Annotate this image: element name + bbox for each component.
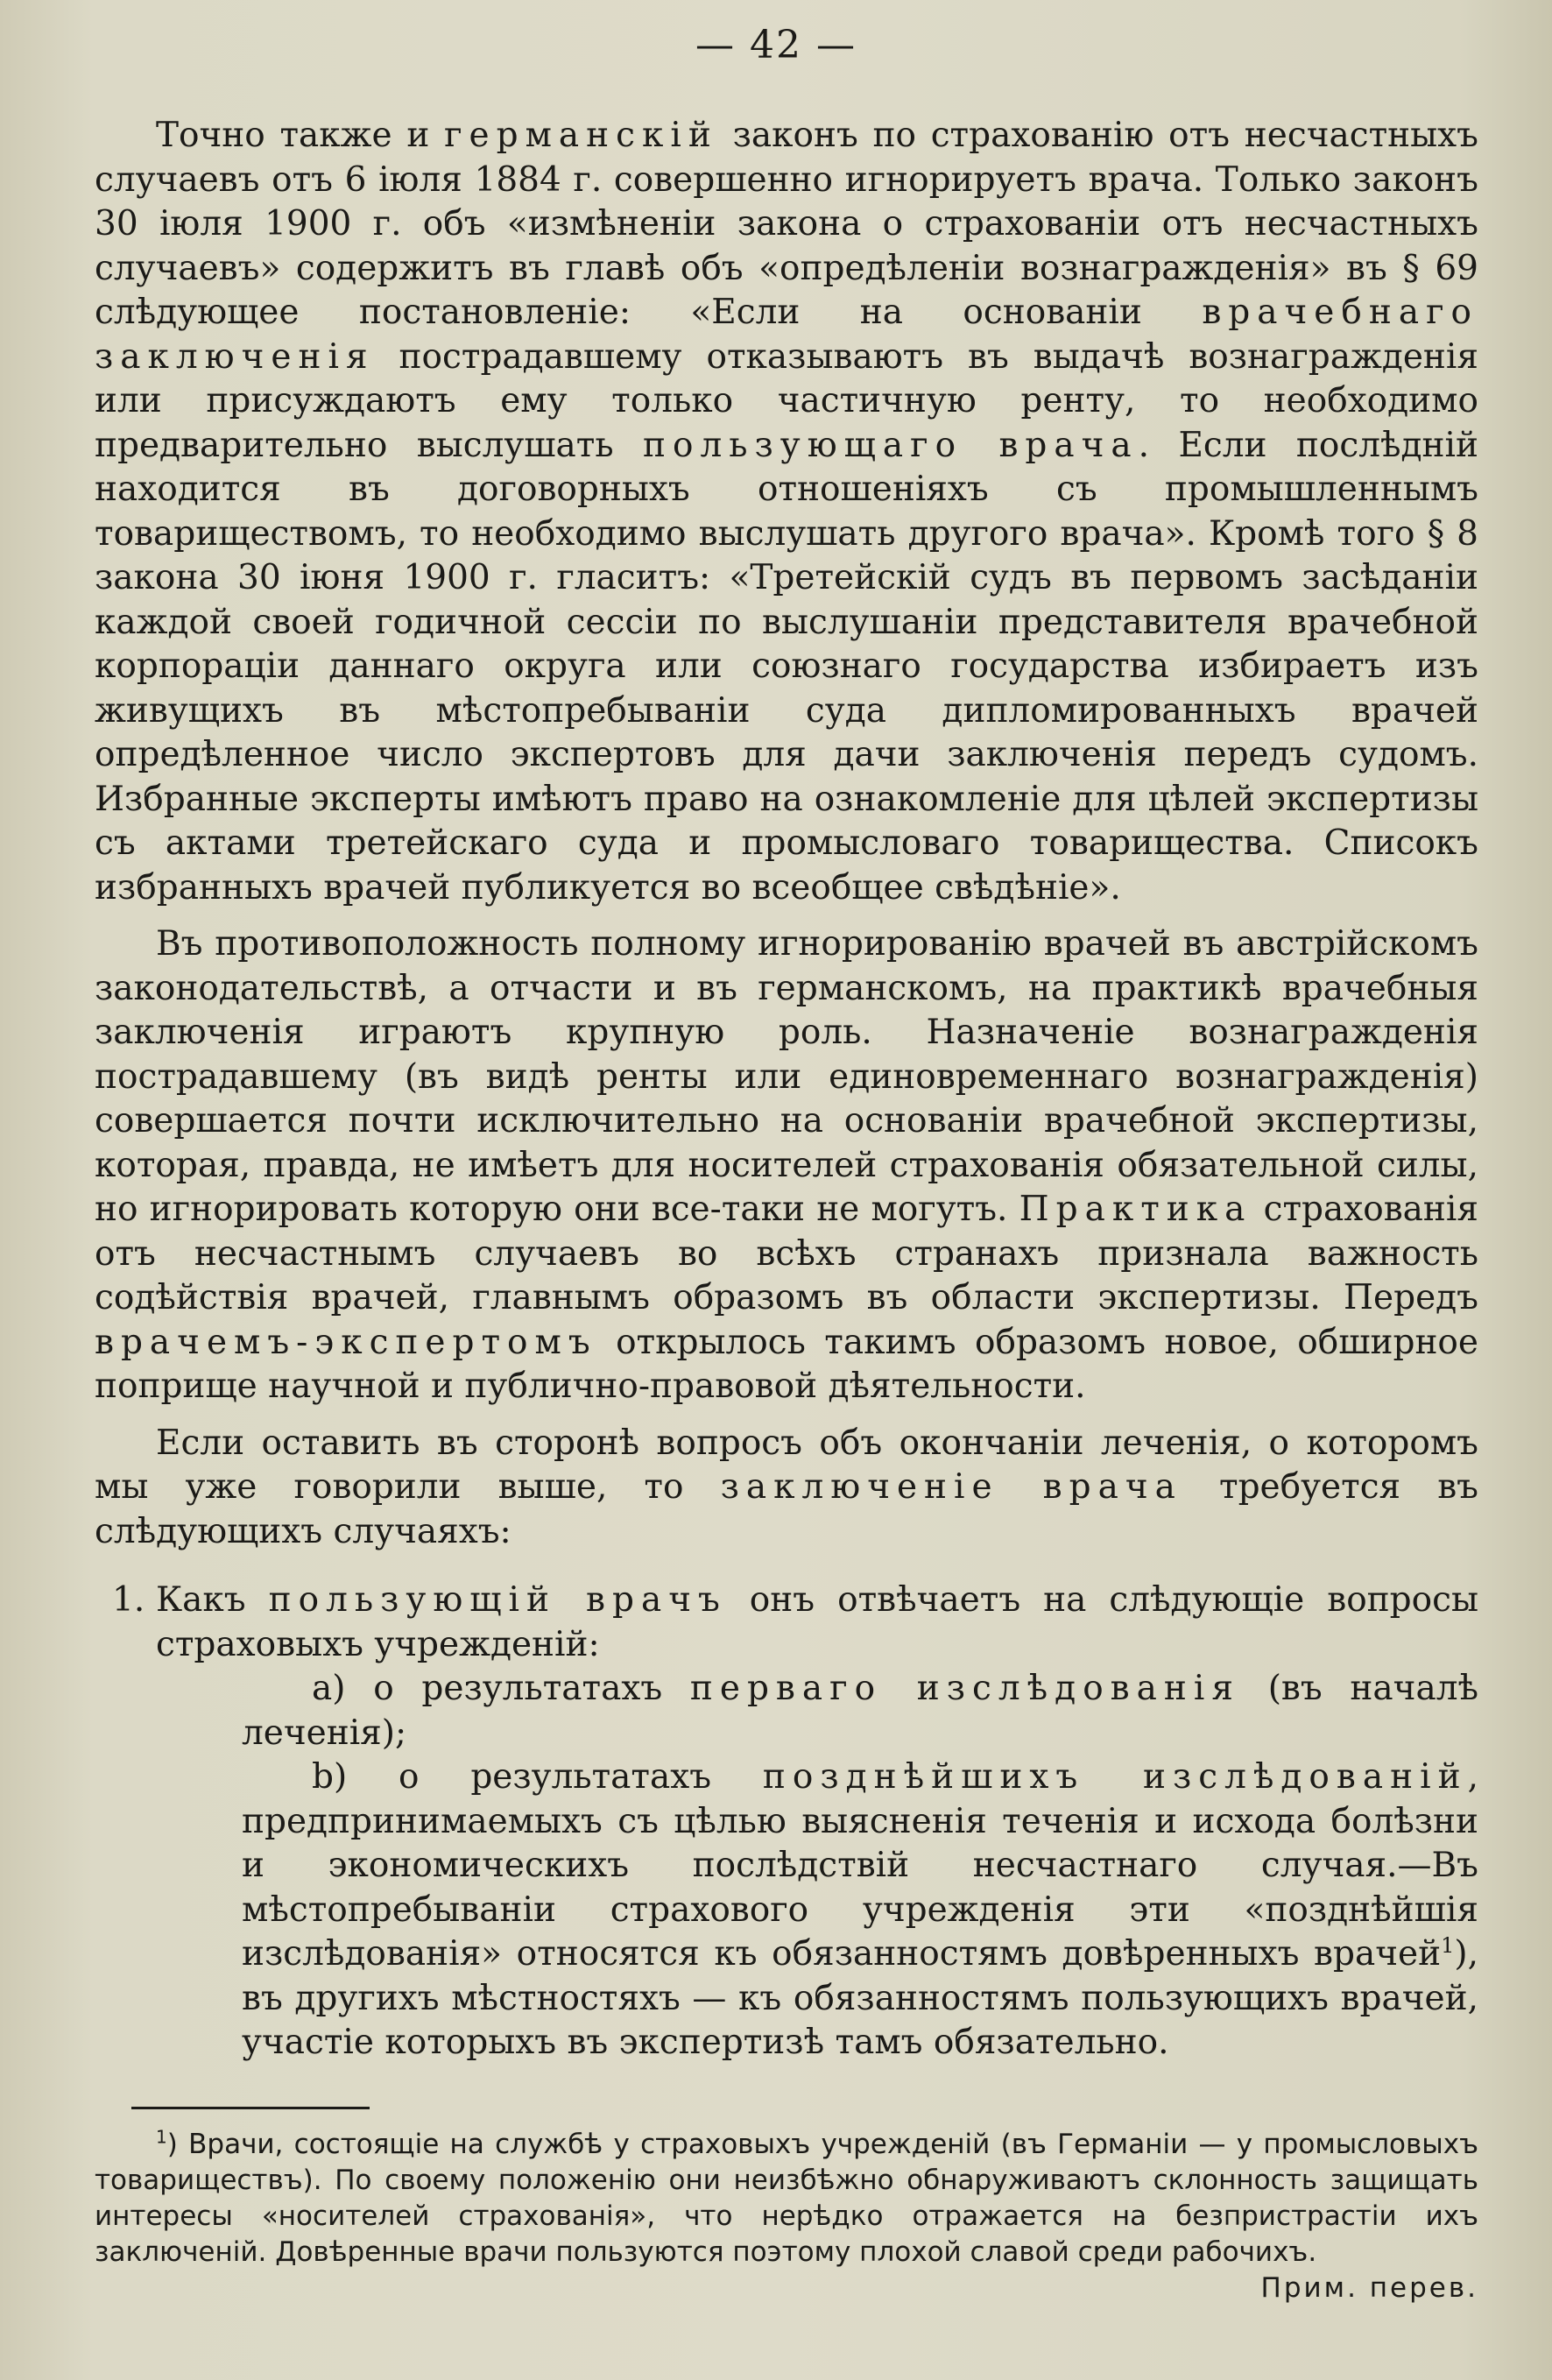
sub-item — [242, 1755, 1478, 2066]
emphasis-spaced: пользующаго врача — [643, 425, 1139, 465]
text-run: , предпринимаемыхъ съ цѣлью выясненія теченія и исхода болѣзни и экономическихъ послѣдствій несчастнаго случая.—Въ мѣстопребываніи страхового учрежденія эти «позднѣйшія изслѣдованія» относятся къ обязанностямъ довѣренныхъ врачей — [242, 1757, 1478, 1974]
sub-item — [242, 1667, 1478, 1755]
footnote-ref: 1 — [1441, 1933, 1455, 1958]
footnote — [95, 2126, 1478, 2304]
text-run: (въ началѣ леченія); — [242, 1669, 1478, 1753]
text-run: . Если послѣдній находится въ договорныхъ отношеніяхъ съ промышленнымъ товариществомъ, то необходимо выслушать другого врача». Кромѣ того § 8 закона 30 іюня 1900 г. гласитъ: «Третейскій судъ въ первомъ засѣданіи каждой своей годичной сессіи по выслушаніи представителя врачебной корпораціи даннаго округа или союзнаго государства избираетъ изъ живущихъ въ мѣстопребываніи суда дипломированныхъ врачей опредѣленное число экспертовъ для дачи заключенія передъ судомъ. Избранные эксперты имѣютъ право на ознакомленіе для цѣлей экспертизы съ актами третейскаго суда и промысловаго товарищества. Списокъ избранныхъ врачей публикуется во всеобщее свѣдѣніе». — [95, 425, 1478, 908]
emphasis-spaced: врачемъ-экспертомъ — [95, 1322, 597, 1362]
text-run: Точно также и — [156, 116, 445, 155]
paragraph — [95, 922, 1478, 1409]
emphasis-spaced: перваго изслѣдованія — [689, 1669, 1240, 1708]
text-run: страхованія отъ несчастнымъ случаевъ во всѣхъ странахъ признала важность содѣйствія врачей, главнымъ образомъ въ области экспертизы. Передъ — [95, 1190, 1478, 1317]
page-number: — 42 — — [695, 23, 857, 67]
text-run: онъ отвѣчаетъ на слѣдующіе вопросы страховыхъ учрежденій: — [156, 1580, 1479, 1664]
footnote-marker — [156, 2126, 178, 2160]
emphasis-spaced: позднѣйшихъ изслѣдованій — [762, 1757, 1468, 1797]
footnote-divider — [131, 2107, 370, 2109]
emphasis-spaced: заключеніе врача — [720, 1467, 1182, 1507]
numbered-list — [95, 1578, 1478, 2066]
emphasis-spaced: врачебнаго заключенія — [95, 293, 1478, 377]
footnote-marker-paren: ) — [166, 2129, 178, 2160]
emphasis-spaced: пользующій врачъ — [268, 1580, 727, 1620]
sub-list — [242, 1667, 1478, 2066]
main-text — [95, 114, 1478, 2066]
footnote-marker-number: 1 — [156, 2126, 167, 2148]
text-run: Въ противоположность полному игнорированію врачей въ австрійскомъ законодательствѣ, а отчасти и въ германскомъ, на практикѣ врачебныя заключенія играютъ крупную роль. Назначеніе вознагражденія пострадавшему (въ видѣ ренты или единовременнаго вознагражденія) совершается почти исключительно на основаніи врачебной экспертизы, которая, правда, не имѣетъ для носителей страхованія обязательной силы, но игнорировать которую они все-таки не могутъ. — [95, 924, 1478, 1229]
paragraph — [95, 1422, 1478, 1555]
text-run: а) о результатахъ — [312, 1669, 690, 1708]
emphasis-spaced: Практика — [1019, 1190, 1252, 1229]
list-item-text — [156, 1578, 1478, 1667]
text-run: открылось такимъ образомъ новое, обширное поприще научной и публично-правовой дѣятельности. — [95, 1322, 1478, 1406]
list-number: 1. — [112, 1580, 145, 1620]
translator-note-signature: Прим. перев. — [1260, 2272, 1478, 2304]
footnotes — [95, 2127, 1478, 2306]
text-run: пострадавшему отказываютъ въ выдачѣ вознагражденія или присуждаютъ ему только частичную ренту, то необходимо предварительно выслушать — [95, 336, 1478, 465]
text-run: Если оставить въ сторонѣ вопросъ объ окончаніи леченія, о которомъ мы уже говорили выше, то — [95, 1423, 1478, 1507]
paragraph — [95, 114, 1478, 910]
footnote-text: Врачи, состоящіе на службѣ у страховыхъ учрежденій (въ Германіи — у промысловыхъ товариществъ). По своему положенію они неизбѣжно обнаруживаютъ склонность защищать интересы «носителей страхованія», что нерѣдко отражается на безпристрастіи ихъ заключеній. Довѣренные врачи пользуются поэтому плохой славой среди рабочихъ. — [95, 2129, 1478, 2268]
list-item — [95, 1578, 1478, 1667]
text-run: требуется въ слѣдующихъ случаяхъ: — [95, 1467, 1478, 1551]
text-run: законъ по страхованію отъ несчастныхъ случаевъ отъ 6 іюля 1884 г. совершенно игнорируетъ врача. Только законъ 30 іюля 1900 г. объ «измѣненіи закона о страхованіи отъ несчастныхъ случаевъ» содержитъ въ главѣ объ «опредѣленіи вознагражденія» въ § 69 слѣдующее постановленіе: «Если на основаніи — [95, 116, 1478, 332]
text-run: ), въ другихъ мѣстностяхъ — къ обязанностямъ пользующихъ врачей, участіе которыхъ въ экспертизѣ тамъ обязательно. — [242, 1934, 1478, 2062]
emphasis-spaced: германскій — [444, 116, 718, 155]
text-run: b) о результатахъ — [312, 1757, 763, 1797]
text-run: Какъ — [156, 1580, 269, 1620]
